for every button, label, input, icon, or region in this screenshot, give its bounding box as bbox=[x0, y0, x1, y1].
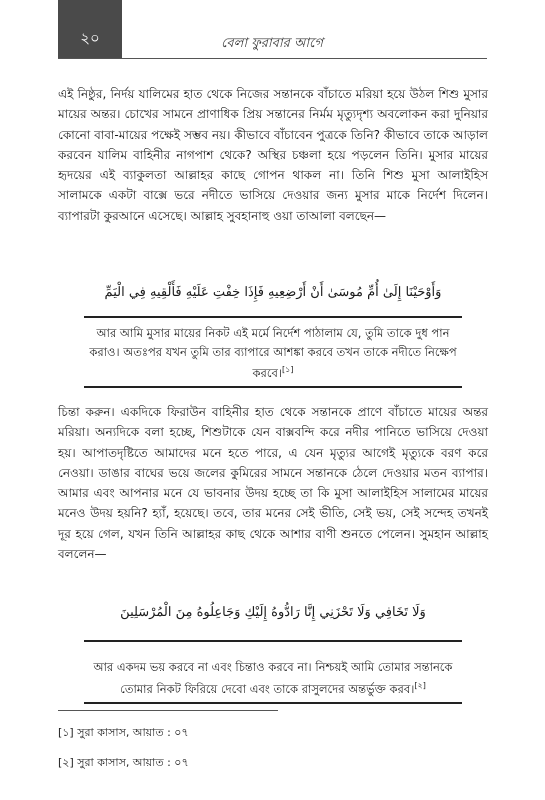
translation-1 bbox=[84, 324, 462, 382]
page-number: ২০ bbox=[80, 29, 100, 47]
quote-rule-bottom-2 bbox=[84, 702, 462, 704]
page-number-box bbox=[58, 0, 122, 58]
translation-2 bbox=[84, 658, 462, 698]
running-title: বেলা ফুরাবার আগে bbox=[221, 36, 323, 51]
quote-rule-top-1 bbox=[84, 316, 462, 318]
translation-2-text: আর একদম ভয় করবে না এবং চিন্তাও করবে না। নিশ্চয়ই আমি তোমার সন্তানকে তোমার নিকট ফিরিয়ে দেবো এবং তাকে রাসুলদের অন্তর্ভুক্ত করব। bbox=[93, 660, 453, 696]
footnote-1: [১] সুরা কাসাস, আয়াত : ০৭ bbox=[58, 726, 189, 739]
footnote-rule bbox=[58, 710, 278, 711]
header-rule bbox=[58, 58, 487, 59]
quote-rule-bottom-1 bbox=[84, 386, 462, 388]
arabic-verse-2: وَلَا تَخَافِي وَلَا تَحْزَنِي إِنَّا رَادُّوهُ إِلَيْكِ وَجَاعِلُوهُ مِنَ الْمُرْسَلِينَ bbox=[120, 605, 426, 620]
translation-1-text: আর আমি মুসার মায়ের নিকট এই মর্মে নির্দেশ পাঠালাম যে, তুমি তাকে দুধ পান করাও। অতঃপর যখন তুমি তার ব্যাপারে আশঙ্কা করবে তখন তাকে নদীতে নিক্ষেপ করবে। bbox=[89, 326, 457, 380]
body-paragraph-1: এই নিষ্ঠুর, নির্দয় যালিমের হাত থেকে নিজের সন্তানকে বাঁচাতে মরিয়া হয়ে উঠল শিশু মুসার মায়ের অন্তর। চোখের সামনে প্রাণাধিক প্রিয় সন্তানের নির্মম মৃত্যুদৃশ্য অবলোকন করা দুনিয়ার কোনো বাবা-মায়ের পক্ষেই সম্ভব নয়। কীভাবে বাঁচাবেন পুত্রকে তিনি? কীভাবে তাকে আড়াল করবেন যালিম বাহিনীর নাগপাশ থেকে? অস্থির চঞ্চলা হয়ে পড়লেন তিনি। মুসার মায়ের হৃদয়ের এই ব্যাকুলতা আল্লাহর কাছে গোপন থাকল না। তিনি শিশু মুসা আলাইহিস সালামকে একটা বাক্সে ভরে নদীতে ভাসিয়ে দেওয়ার জন্য মুসার মাকে নির্দেশ দিলেন। ব্যাপারটা কুরআনে এসেছে। আল্লাহ সুবহানাহু ওয়া তাআলা বলছেন— bbox=[58, 87, 488, 223]
arabic-verse-1: وَأَوْحَيْنَا إِلَىٰ أُمِّ مُوسَىٰ أَنْ أَرْضِعِيهِ فَإِذَا خِفْتِ عَلَيْهِ فَأَلْقِيهِ فِي الْيَمِّ bbox=[104, 285, 442, 300]
quote-rule-top-2 bbox=[84, 640, 462, 642]
footnote-2: [২] সুরা কাসাস, আয়াত : ০৭ bbox=[58, 756, 189, 769]
footnote-ref-2[interactable]: [২] bbox=[414, 680, 426, 690]
body-paragraph-2: চিন্তা করুন। একদিকে ফিরাউন বাহিনীর হাত থেকে সন্তানকে প্রাণে বাঁচাতে মায়ের অন্তর মরিয়া। অন্যদিকে বলা হচ্ছে, শিশুটাকে যেন বাক্সবন্দি করে নদীর পানিতে ভাসিয়ে দেওয়া হয়। আপাতদৃষ্টিতে আমাদের মনে হতে পারে, এ যেন মৃত্যুর আগেই মৃত্যুকে বরণ করে নেওয়া। ডাঙার বাঘের ভয়ে জলের কুমিরের সামনে সন্তানকে ঠেলে দেওয়ার মতন ব্যাপার। আমার এবং আপনার মনে যে ভাবনার উদয় হচ্ছে তা কি মুসা আলাইহিস সালামের মায়ের মনেও উদয় হয়নি? হ্যাঁ, হয়েছে। তবে, তার মনের সেই ভীতি, সেই ভয়, সেই সন্দেহ তখনই দূর হয়ে গেল, যখন তিনি আল্লাহর কাছ থেকে আশার বাণী শুনতে পেলেন। সুমহান আল্লাহ বললেন— bbox=[58, 405, 488, 562]
footnote-ref-1[interactable]: [১] bbox=[282, 365, 294, 374]
